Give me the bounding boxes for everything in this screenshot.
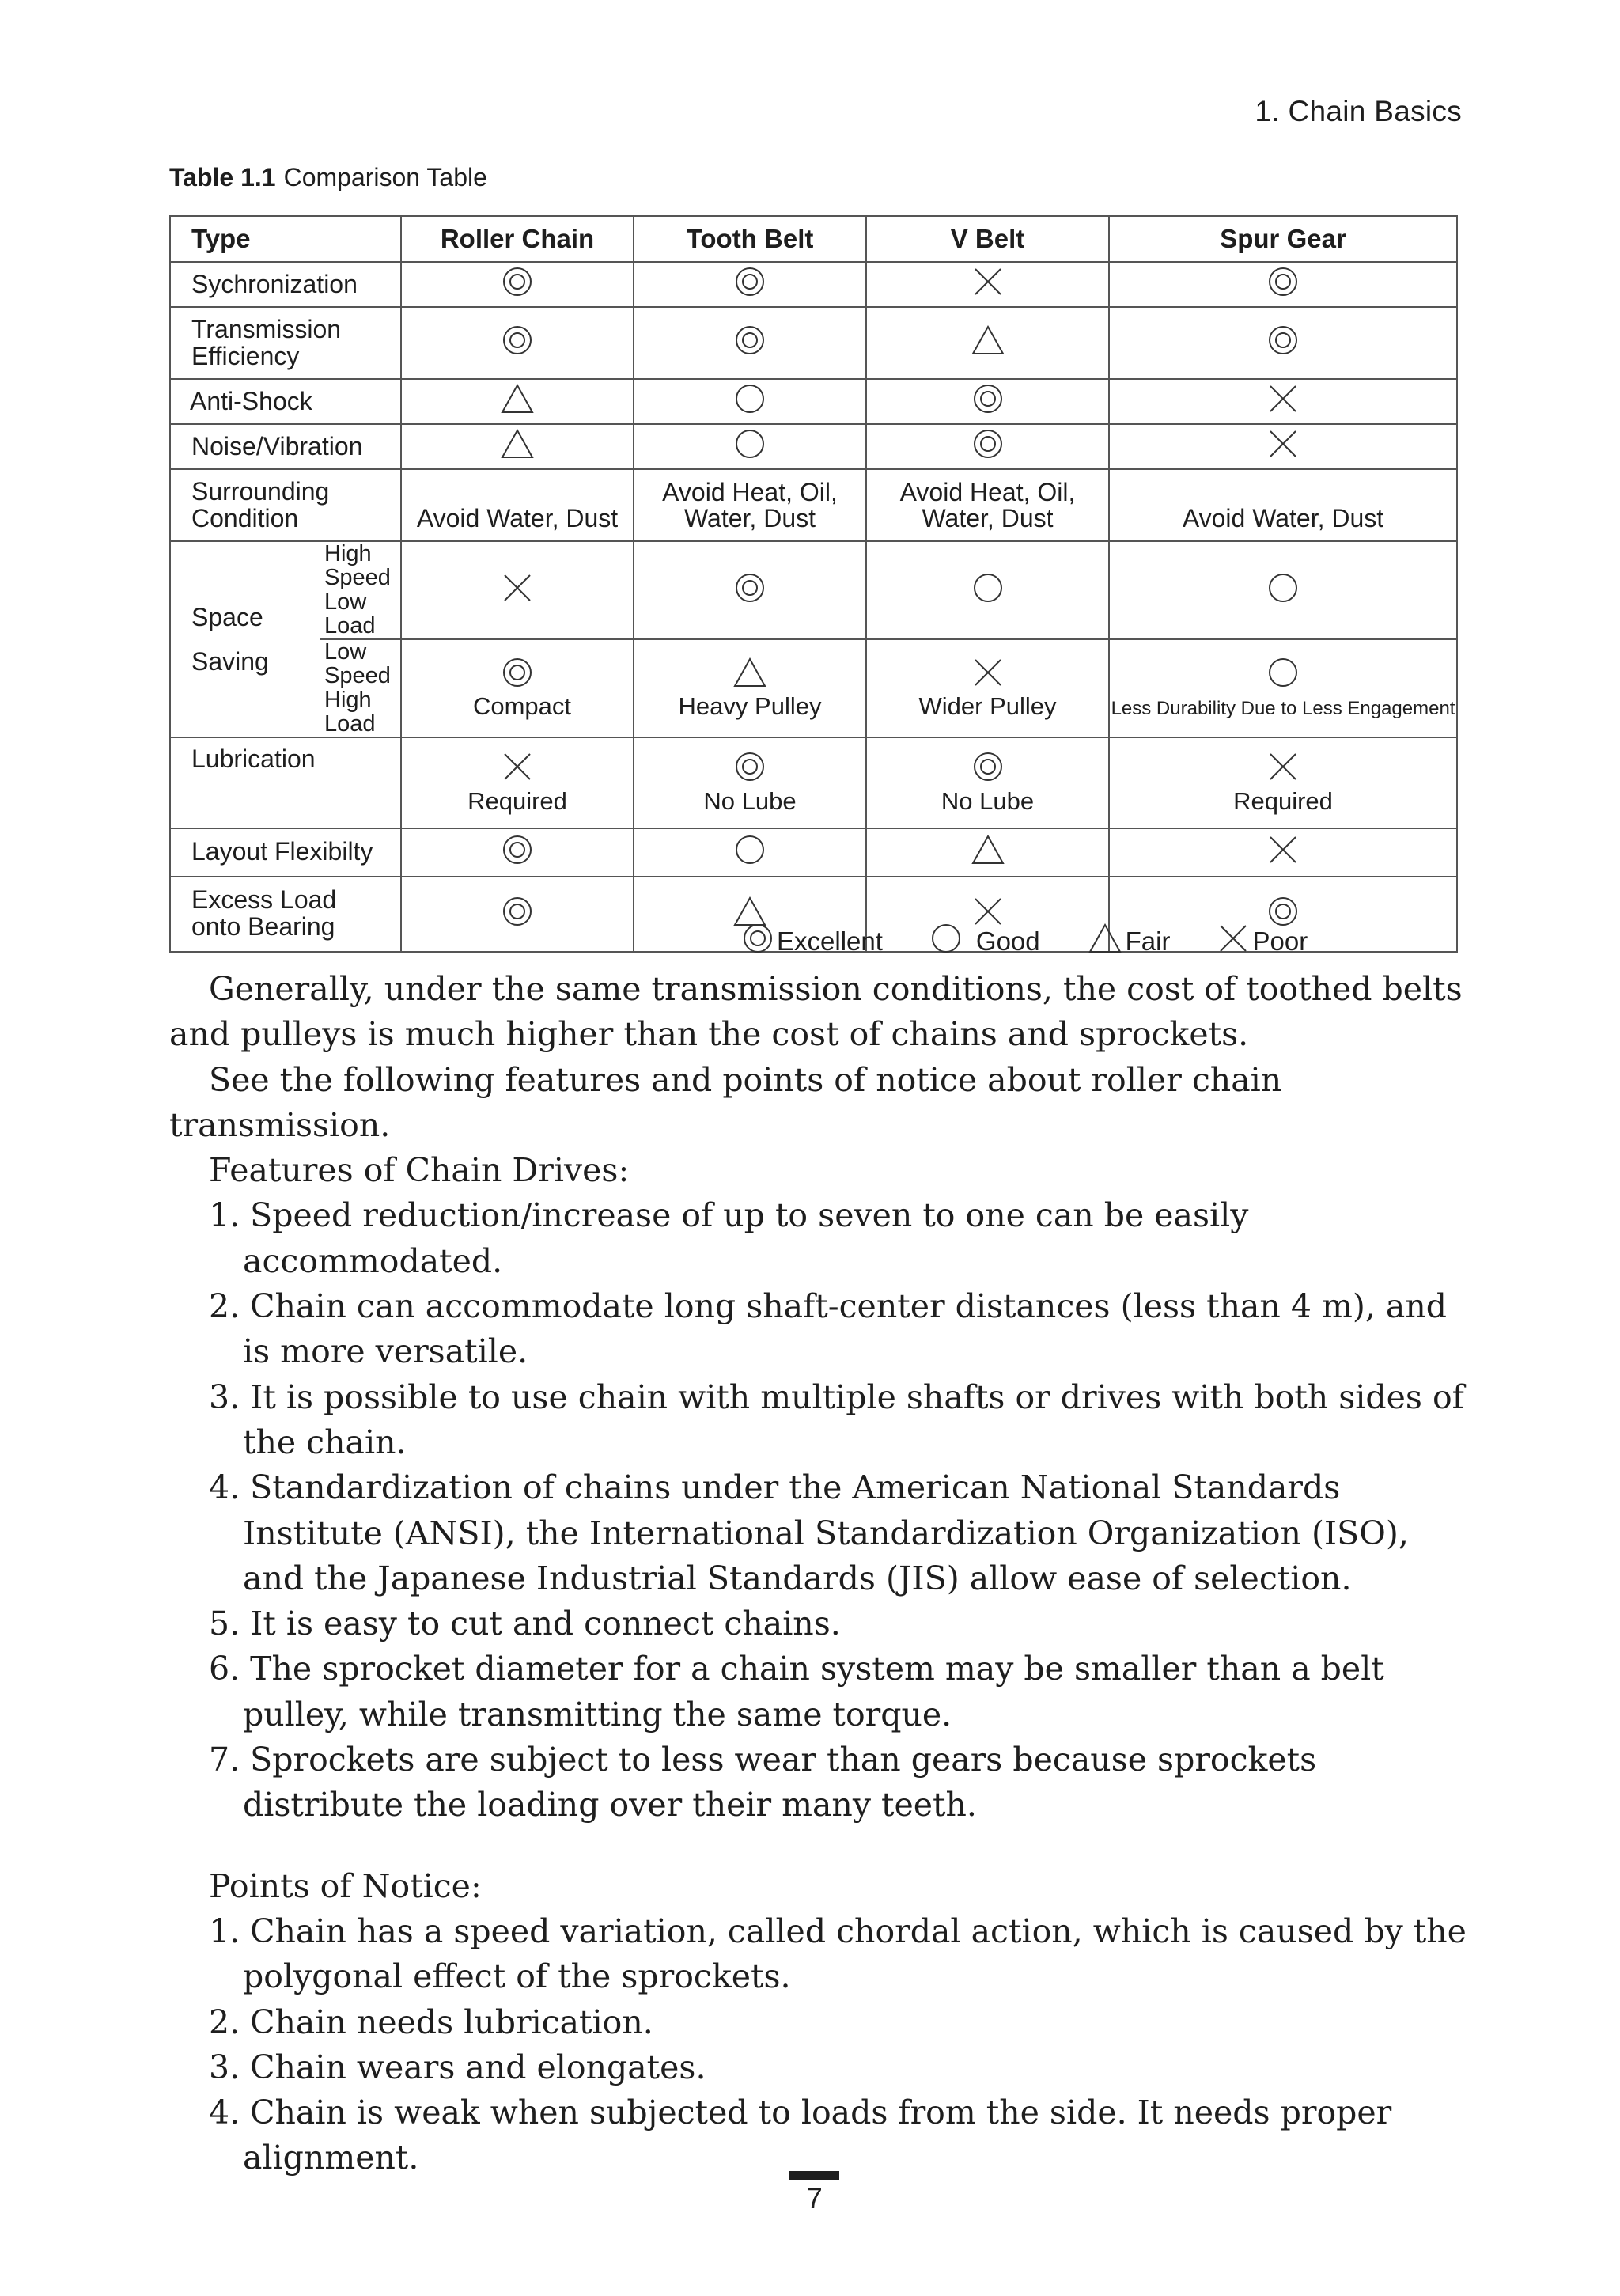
list-item: 3. It is possible to use chain with multiple shafts or drives with both sides of the chain. xyxy=(209,1377,1464,1461)
rating-icon xyxy=(1267,324,1299,362)
rating-icon xyxy=(734,266,766,303)
rating-icon xyxy=(1267,572,1299,609)
row-synchronization xyxy=(170,262,1457,307)
table-header-row xyxy=(170,216,1457,262)
rating-icon xyxy=(734,572,766,609)
rating-icon xyxy=(502,324,533,362)
row-label: Noise/Vibration xyxy=(170,424,401,469)
rating-icon xyxy=(734,428,766,465)
list-item: 4. Chain is weak when subjected to loads from the side. It needs proper alignment. xyxy=(209,2093,1392,2177)
space-note: Less Durability Due to Less Engagement xyxy=(1111,698,1455,720)
fair-icon xyxy=(1088,923,1126,960)
paragraph: Generally, under the same transmission conditions, the cost of toothed belts and pulleys is much higher than the cost of chains and sprockets. xyxy=(169,970,1463,1054)
rating-icon xyxy=(502,896,533,933)
good-icon xyxy=(930,923,965,960)
table-caption xyxy=(169,163,487,192)
row-space-saving-low-speed xyxy=(170,639,1457,737)
legend-label: Excellent xyxy=(777,926,883,956)
rating-icon xyxy=(971,324,1005,362)
legend-excellent xyxy=(742,923,883,960)
row-label: Anti-Shock xyxy=(170,379,401,424)
header-tooth-belt: Tooth Belt xyxy=(634,216,866,262)
list-item: 5. It is easy to cut and connect chains. xyxy=(209,1605,841,1643)
legend xyxy=(742,923,1308,960)
row-transmission-efficiency xyxy=(170,307,1457,379)
rating-icon xyxy=(502,834,533,871)
page-number: 7 xyxy=(806,2182,823,2215)
rating-icon xyxy=(972,428,1004,465)
sub-label: High Speed Low Load xyxy=(320,541,401,639)
list-item: 4. Standardization of chains under the American National Standards Institute (ANSI), the International Standardization Organization (ISO), and the Japanese Industrial Standards (JIS) allow ease of selection. xyxy=(209,1468,1409,1597)
space-note: Compact xyxy=(472,692,572,721)
rating-icon xyxy=(972,266,1004,303)
lube-note: Required xyxy=(1233,786,1333,815)
legend-good xyxy=(930,923,1040,960)
body-text xyxy=(169,967,1467,2181)
rating-icon xyxy=(971,834,1005,871)
rating-icon xyxy=(734,383,766,420)
condition-note: Avoid Heat, Oil, Water, Dust xyxy=(866,469,1109,541)
list-item: 1. Speed reduction/increase of up to seven to one can be easily accommodated. xyxy=(209,1196,1249,1280)
legend-poor xyxy=(1217,923,1308,960)
features-list xyxy=(169,1193,1467,1828)
list-item: 2. Chain needs lubrication. xyxy=(209,2002,653,2041)
legend-label: Good xyxy=(975,926,1040,956)
rating-icon xyxy=(734,751,766,788)
row-label: Surrounding Condition xyxy=(170,469,401,541)
row-label-space-saving: Space Saving xyxy=(170,541,320,737)
lube-note: No Lube xyxy=(941,786,1035,815)
condition-note: Avoid Water, Dust xyxy=(401,469,634,541)
row-label: Excess Load onto Bearing xyxy=(170,877,401,952)
space-note: Heavy Pulley xyxy=(678,692,822,721)
rating-icon xyxy=(1267,383,1299,420)
row-label: Lubrication xyxy=(170,737,401,828)
rating-icon xyxy=(1267,266,1299,303)
row-label: Transmission Efficiency xyxy=(170,307,401,379)
rating-icon xyxy=(734,834,766,871)
features-title: Features of Chain Drives: xyxy=(209,1151,630,1190)
row-label: Layout Flexibilty xyxy=(170,828,401,877)
header-v-belt: V Belt xyxy=(866,216,1109,262)
rating-icon xyxy=(500,428,535,465)
legend-label: Fair xyxy=(1125,926,1171,956)
rating-icon xyxy=(734,324,766,362)
rating-icon xyxy=(1267,428,1299,465)
row-space-saving-high-speed xyxy=(170,541,1457,639)
page-number-bar xyxy=(789,2171,839,2180)
paragraph: See the following features and points of notice about roller chain transmission. xyxy=(169,1060,1282,1144)
row-surrounding-condition xyxy=(170,469,1457,541)
rating-icon xyxy=(732,657,767,694)
rating-icon xyxy=(972,572,1004,609)
list-item: 1. Chain has a speed variation, called chordal action, which is caused by the polygonal effect of the sprockets. xyxy=(209,1911,1467,1996)
rating-icon xyxy=(1267,751,1299,788)
list-item: 2. Chain can accommodate long shaft-center distances (less than 4 m), and is more versatile. xyxy=(209,1287,1448,1371)
condition-note: Avoid Heat, Oil, Water, Dust xyxy=(634,469,866,541)
lube-note: Required xyxy=(467,786,567,815)
space-note: Wider Pulley xyxy=(918,692,1057,721)
legend-fair xyxy=(1088,923,1171,960)
rating-icon xyxy=(502,266,533,303)
legend-label: Poor xyxy=(1252,926,1308,956)
condition-note: Avoid Water, Dust xyxy=(1109,469,1457,541)
table-caption-text: Comparison Table xyxy=(283,163,487,191)
rating-icon xyxy=(972,383,1004,420)
row-layout-flexibility xyxy=(170,828,1457,877)
poor-icon xyxy=(1217,923,1252,960)
row-noise-vibration xyxy=(170,424,1457,469)
rating-icon xyxy=(502,572,533,609)
rating-icon xyxy=(972,751,1004,788)
running-header: 1. Chain Basics xyxy=(1255,95,1462,127)
rating-icon xyxy=(972,657,1004,694)
header-roller-chain: Roller Chain xyxy=(401,216,634,262)
row-label: Sychronization xyxy=(170,262,401,307)
rating-icon xyxy=(1267,834,1299,871)
table-caption-label: Table 1.1 xyxy=(169,163,276,191)
list-item: 7. Sprockets are subject to less wear than gears because sprockets distribute the loading over their many teeth. xyxy=(209,1741,1317,1824)
lube-note: No Lube xyxy=(703,786,797,815)
row-anti-shock xyxy=(170,379,1457,424)
rating-icon xyxy=(1267,657,1299,694)
header-spur-gear: Spur Gear xyxy=(1109,216,1457,262)
sub-label: Low Speed High Load xyxy=(320,639,401,737)
list-item: 3. Chain wears and elongates. xyxy=(209,2048,706,2086)
list-item: 6. The sprocket diameter for a chain system may be smaller than a belt pulley, while transmitting the same torque. xyxy=(209,1650,1384,1733)
rating-icon xyxy=(502,751,533,788)
comparison-table xyxy=(169,215,1458,953)
notice-title: Points of Notice: xyxy=(209,1866,482,1905)
rating-icon xyxy=(500,383,535,420)
row-lubrication xyxy=(170,737,1457,828)
header-type: Type xyxy=(170,216,401,262)
rating-icon xyxy=(502,657,533,694)
excellent-icon xyxy=(742,923,777,960)
notice-list xyxy=(169,1909,1467,2181)
